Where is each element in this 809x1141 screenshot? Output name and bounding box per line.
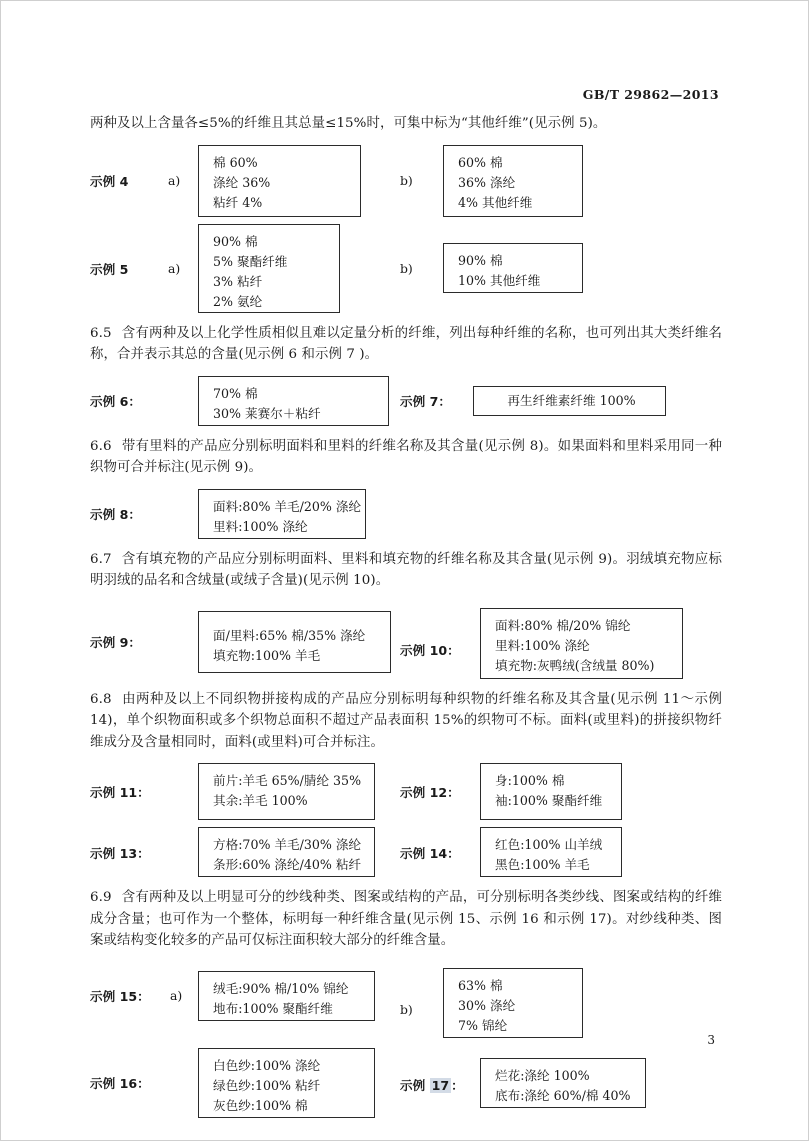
- example-4a-line-3: 粘纤 4%: [213, 194, 263, 210]
- example-12-line-1: 身:100% 棉: [495, 773, 565, 788]
- example-row-6-7: [90, 376, 722, 426]
- example-9-box: [198, 611, 391, 673]
- example-16-box: [198, 1048, 375, 1118]
- example-16-label: 示例 16：: [90, 1076, 150, 1091]
- example-10-box: [480, 608, 683, 679]
- example-row-15: [90, 962, 722, 1038]
- example-11-line-2: 其余:羊毛 100%: [213, 793, 308, 808]
- example-9-line-1: 面/里料:65% 棉/35% 涤纶: [213, 627, 366, 643]
- example-15b-line-2: 30% 涤纶: [458, 997, 516, 1013]
- example-5a-line-1: 90% 棉: [213, 233, 258, 249]
- example-15-sublabel-b: b): [400, 1002, 413, 1017]
- paragraph-6-6-text: 带有里料的产品应分别标明面料和里料的纤维名称及其含量(见示例 8)。如果面料和里料采用同一种织物可合并标注(见示例 9)。: [90, 438, 722, 475]
- example-15-box-b: [443, 968, 583, 1038]
- example-16-line-1: 白色纱:100% 涤纶: [213, 1057, 321, 1073]
- example-17-label: [400, 1075, 480, 1094]
- example-4-box-b: [443, 145, 583, 217]
- example-5-label: 示例 5: [90, 261, 129, 277]
- example-row-16-17: [90, 1048, 722, 1118]
- example-17-line-2: 底布:涤纶 60%/棉 40%: [495, 1087, 631, 1103]
- paragraph-6-9: [90, 887, 722, 952]
- example-4b-line-1: 60% 棉: [458, 154, 503, 170]
- example-10-line-2: 里料:100% 涤纶: [495, 637, 590, 653]
- example-row-9-10: [90, 602, 722, 679]
- example-10-label: 示例 10：: [400, 642, 460, 658]
- example-6-line-1: 70% 棉: [213, 385, 258, 401]
- example-15-label: 示例 15：: [90, 989, 150, 1004]
- example-row-8: [90, 489, 722, 539]
- example-17-label-post: ：: [451, 1078, 464, 1093]
- example-11-line-1: 前片:羊毛 65%/腈纶 35%: [213, 773, 362, 788]
- example-5a-line-3: 3% 粘纤: [213, 273, 263, 289]
- example-row-5: [90, 224, 722, 313]
- example-5b-line-2: 10% 其他纤维: [458, 273, 541, 288]
- example-15-box-a: [198, 971, 375, 1021]
- example-4-sublabel-a: a): [168, 173, 181, 188]
- example-5-box-a: [198, 224, 340, 313]
- example-11-box: [198, 763, 375, 820]
- example-14-line-1: 红色:100% 山羊绒: [495, 837, 603, 852]
- example-17-line-1: 烂花:涤纶 100%: [495, 1067, 590, 1083]
- example-10-line-3: 填充物:灰鸭绒(含绒量 80%): [495, 657, 655, 673]
- example-9-line-2: 填充物:100% 羊毛: [213, 647, 321, 663]
- example-row-11-12: [90, 763, 722, 820]
- example-14-label: 示例 14：: [400, 845, 460, 861]
- example-6-box: [198, 376, 389, 426]
- example-15b-line-3: 7% 锦纶: [458, 1017, 508, 1033]
- example-17-label-pre: 示例: [400, 1078, 430, 1093]
- section-number-6-5: 6.5: [90, 325, 112, 341]
- example-16-line-3: 灰色纱:100% 棉: [213, 1097, 308, 1113]
- paragraph-6-5-text: 含有两种及以上化学性质相似且难以定量分析的纤维，列出每种纤维的名称，也可列出其大类纤维名称，合并表示其总的含量(见示例 6 和示例 7 )。: [90, 325, 722, 362]
- example-15a-line-2: 地布:100% 聚酯纤维: [213, 1000, 333, 1016]
- example-14-line-2: 黑色:100% 羊毛: [495, 857, 590, 872]
- example-16-line-2: 绿色纱:100% 粘纤: [213, 1077, 321, 1093]
- paragraph-6-8-text: 由两种及以上不同织物拼接构成的产品应分别标明每种织物的纤维名称及其含量(见示例 11～示例 14)，单个织物面积或多个织物总面积不超过产品表面积 15%的织物可不标。面料(或里料)的拼接织物纤维成分及含量相同时，面料(或里料)可合并标注。: [90, 691, 722, 750]
- paragraph-intro: 两种及以上含量各≤5%的纤维且其总量≤15%时，可集中标为“其他纤维”(见示例 5)。: [90, 116, 607, 131]
- example-row-4: [90, 145, 722, 217]
- example-5a-line-2: 5% 聚酯纤维: [213, 253, 288, 269]
- example-13-line-2: 条形:60% 涤纶/40% 粘纤: [213, 857, 362, 872]
- page-number: 3: [707, 1033, 715, 1047]
- section-number-6-7: 6.7: [90, 551, 112, 567]
- example-13-label: 示例 13：: [90, 845, 150, 861]
- example-5-sublabel-a: a): [168, 260, 181, 276]
- paragraph-6-8: [90, 689, 722, 754]
- example-17-box: [480, 1058, 646, 1108]
- example-8-line-1: 面料:80% 羊毛/20% 涤纶: [213, 498, 362, 514]
- example-12-box: [480, 763, 622, 820]
- example-4-box-a: [198, 145, 361, 217]
- page-header-standard-code: GB/T 29862—2013: [582, 87, 719, 102]
- example-5b-line-1: 90% 棉: [458, 253, 503, 268]
- example-12-label: 示例 12：: [400, 785, 460, 800]
- document-content: [90, 113, 722, 1118]
- example-8-box: [198, 489, 366, 539]
- example-4b-line-2: 36% 涤纶: [458, 174, 516, 190]
- example-4a-line-2: 涤纶 36%: [213, 174, 271, 190]
- paragraph-6-5: [90, 323, 722, 366]
- example-15b-line-1: 63% 棉: [458, 977, 503, 993]
- example-5-sublabel-b: b): [400, 260, 413, 276]
- example-15a-line-1: 绒毛:90% 棉/10% 锦纶: [213, 980, 349, 996]
- paragraph-6-7: [90, 549, 722, 592]
- example-6-line-2: 30% 莱赛尔＋粘纤: [213, 405, 321, 421]
- example-4-sublabel-b: b): [400, 173, 413, 188]
- example-10-line-1: 面料:80% 棉/20% 锦纶: [495, 617, 631, 633]
- example-row-13-14: [90, 827, 722, 877]
- paragraph-6-9-text: 含有两种及以上明显可分的纱线种类、图案或结构的产品，可分别标明各类纱线、图案或结构的纤维成分含量；也可作为一个整体，标明每一种纤维含量(见示例 15、示例 16 和示例 17)。对纱线种类、图案或结构变化较多的产品可仅标注面积较大部分的纤维含量。: [90, 890, 722, 948]
- section-number-6-8: 6.8: [90, 691, 112, 707]
- example-7-label: 示例 7：: [400, 394, 451, 409]
- example-4-label: 示例 4: [90, 174, 129, 189]
- example-8-line-2: 里料:100% 涤纶: [213, 518, 308, 534]
- example-5a-line-4: 2% 氨纶: [213, 293, 263, 309]
- example-12-line-2: 袖:100% 聚酯纤维: [495, 793, 603, 808]
- paragraph-6-7-text: 含有填充物的产品应分别标明面料、里料和填充物的纤维名称及其含量(见示例 9)。羽绒填充物应标明羽绒的品名和含绒量(或绒子含量)(见示例 10)。: [90, 551, 722, 588]
- example-13-line-1: 方格:70% 羊毛/30% 涤纶: [213, 837, 362, 852]
- example-15-sublabel-a: a): [170, 988, 183, 1003]
- section-number-6-6: 6.6: [90, 438, 112, 454]
- example-8-label: 示例 8：: [90, 507, 141, 522]
- example-9-label: 示例 9：: [90, 635, 141, 650]
- section-number-6-9: 6.9: [90, 890, 112, 905]
- example-4b-line-3: 4% 其他纤维: [458, 194, 533, 210]
- example-17-label-highlight: 17: [431, 1078, 450, 1093]
- paragraph-6-6: [90, 436, 722, 479]
- example-13-box: [198, 827, 375, 877]
- example-6-label: 示例 6：: [90, 394, 141, 409]
- example-7-box: [473, 386, 666, 416]
- example-14-box: [480, 827, 622, 877]
- example-4a-line-1: 棉 60%: [213, 154, 258, 170]
- example-7-line-1: 再生纤维素纤维 100%: [507, 392, 636, 408]
- example-11-label: 示例 11：: [90, 785, 150, 800]
- example-5-box-b: [443, 243, 583, 293]
